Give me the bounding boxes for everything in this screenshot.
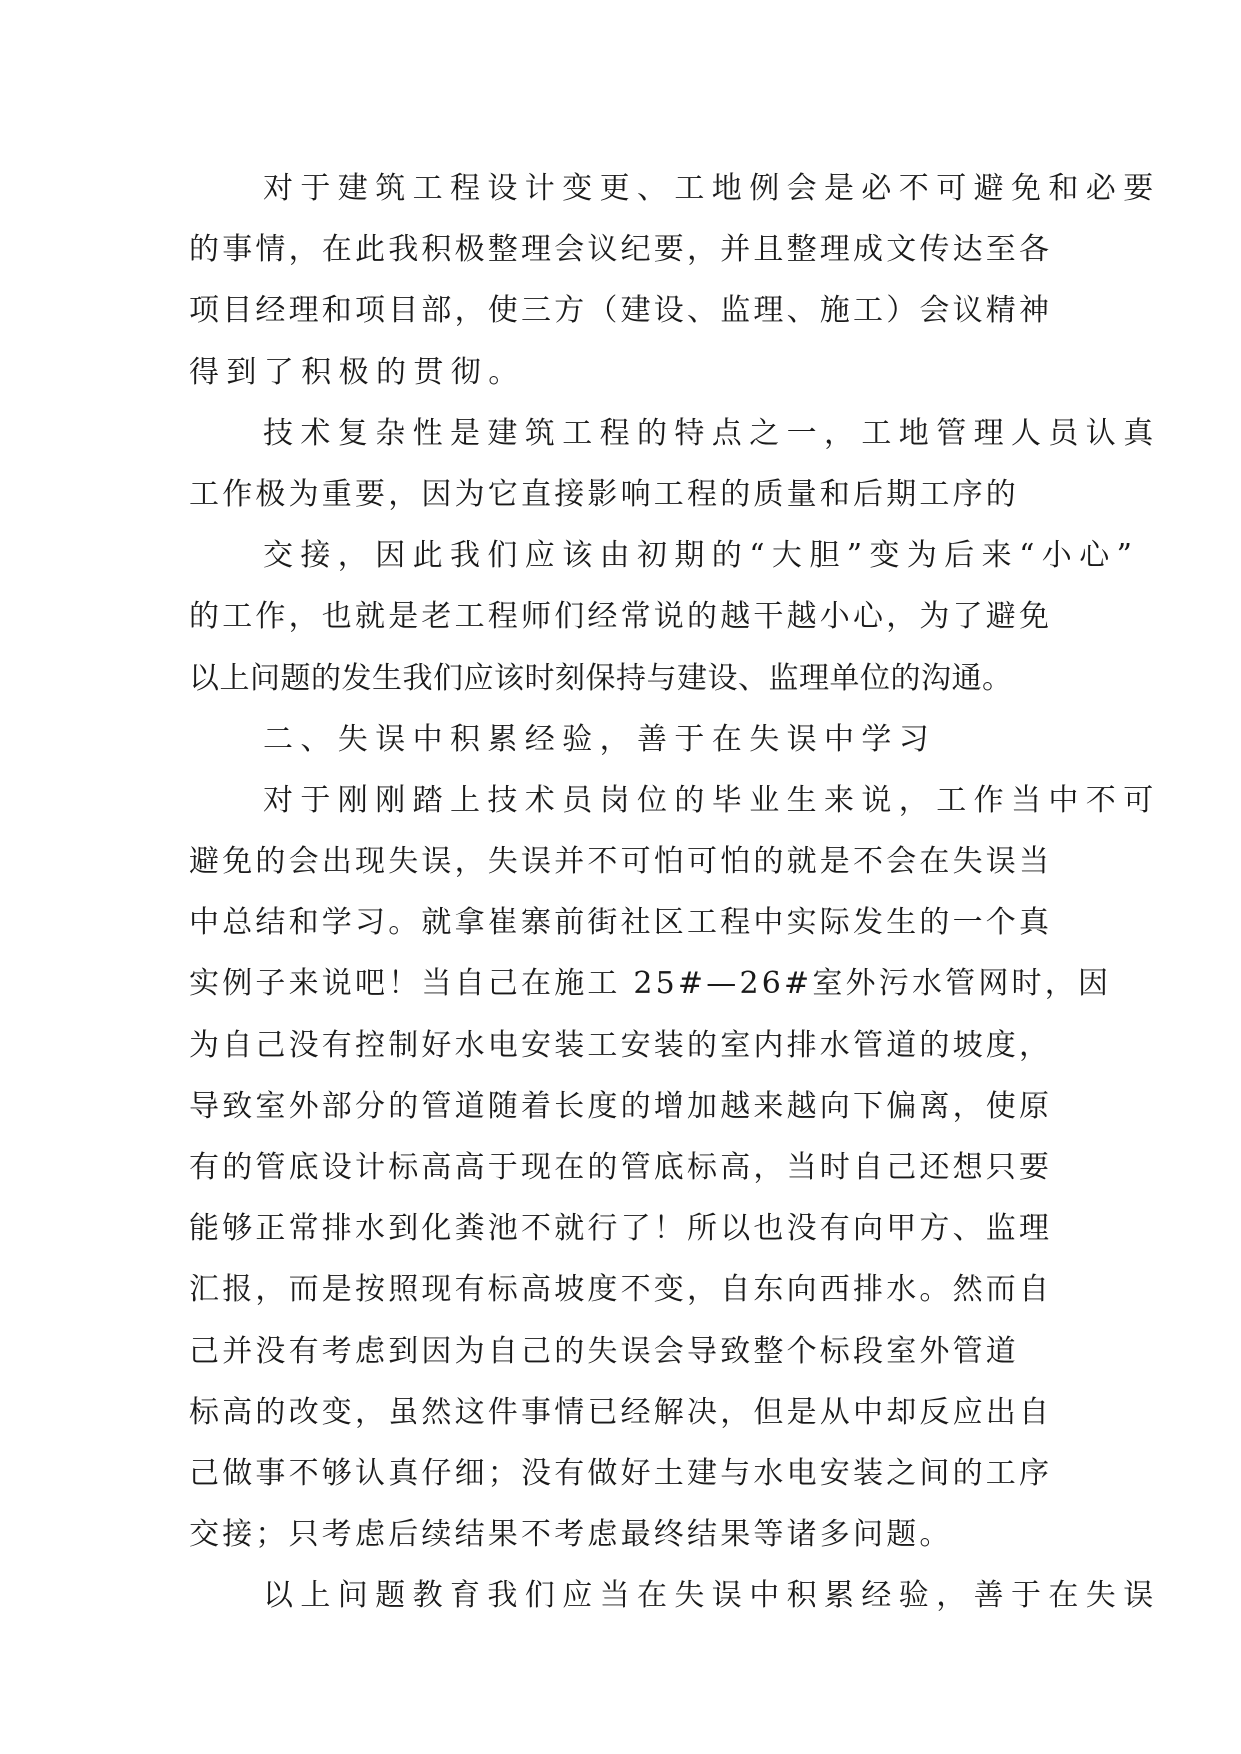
text-line: 能够正常排水到化粪池不就行了！所以也没有向甲方、监理 [189, 1211, 1053, 1247]
text-line: 得到了积极的贯彻。 [189, 354, 526, 390]
text-line: 工作极为重要，因为它直接影响工程的质量和后期工序的 [189, 476, 1019, 512]
text-line: 以上问题教育我们应当在失误中积累经验，善于在失误 [263, 1578, 1161, 1614]
text-line: 交接；只考虑后续结果不考虑最终结果等诸多问题。 [189, 1517, 953, 1553]
text-line: 项目经理和项目部，使三方（建设、监理、施工）会议精神 [189, 293, 1053, 329]
text-line: 的工作，也就是老工程师们经常说的越干越小心，为了避免 [189, 599, 1053, 635]
text-line: 中总结和学习。就拿崔寨前街社区工程中实际发生的一个真 [189, 905, 1053, 941]
text-line: 避免的会出现失误，失误并不可怕可怕的就是不会在失误当 [189, 844, 1053, 880]
text-line: 交接，因此我们应该由初期的“大胆”变为后来“小心” [263, 538, 1140, 574]
document-body [189, 158, 1161, 1627]
text-line: 有的管底设计标高高于现在的管底标高，当时自己还想只要 [189, 1150, 1053, 1185]
text-line: 为自己没有控制好水电安装工安装的室内排水管道的坡度， [189, 1027, 1053, 1063]
text-line: 汇报，而是按照现有标高坡度不变，自东向西排水。然而自 [189, 1272, 1053, 1308]
text-line: 对于刚刚踏上技术员岗位的毕业生来说，工作当中不可 [263, 782, 1161, 818]
text-line: 己做事不够认真仔细；没有做好土建与水电安装之间的工序 [189, 1455, 1053, 1491]
text-line: 技术复杂性是建筑工程的特点之一，工地管理人员认真 [263, 415, 1161, 451]
text-line: 标高的改变，虽然这件事情已经解决，但是从中却反应出自 [189, 1394, 1053, 1430]
text-line: 导致室外部分的管道随着长度的增加越来越向下偏离，使原 [189, 1088, 1053, 1124]
text-line: 的事情，在此我积极整理会议纪要，并且整理成文传达至各 [189, 232, 1053, 268]
text-line: 对于建筑工程设计变更、工地例会是必不可避免和必要 [263, 171, 1161, 206]
text-line: 以上问题的发生我们应该时刻保持与建设、监理单位的沟通。 [189, 660, 1013, 696]
text-line: 实例子来说吧！当自己在施工 25#—26#室外污水管网时，因 [189, 966, 1112, 1002]
text-line: 己并没有考虑到因为自己的失误会导致整个标段室外管道 [189, 1333, 1019, 1369]
section-heading: 二、失误中积累经验，善于在失误中学习 [263, 721, 937, 757]
